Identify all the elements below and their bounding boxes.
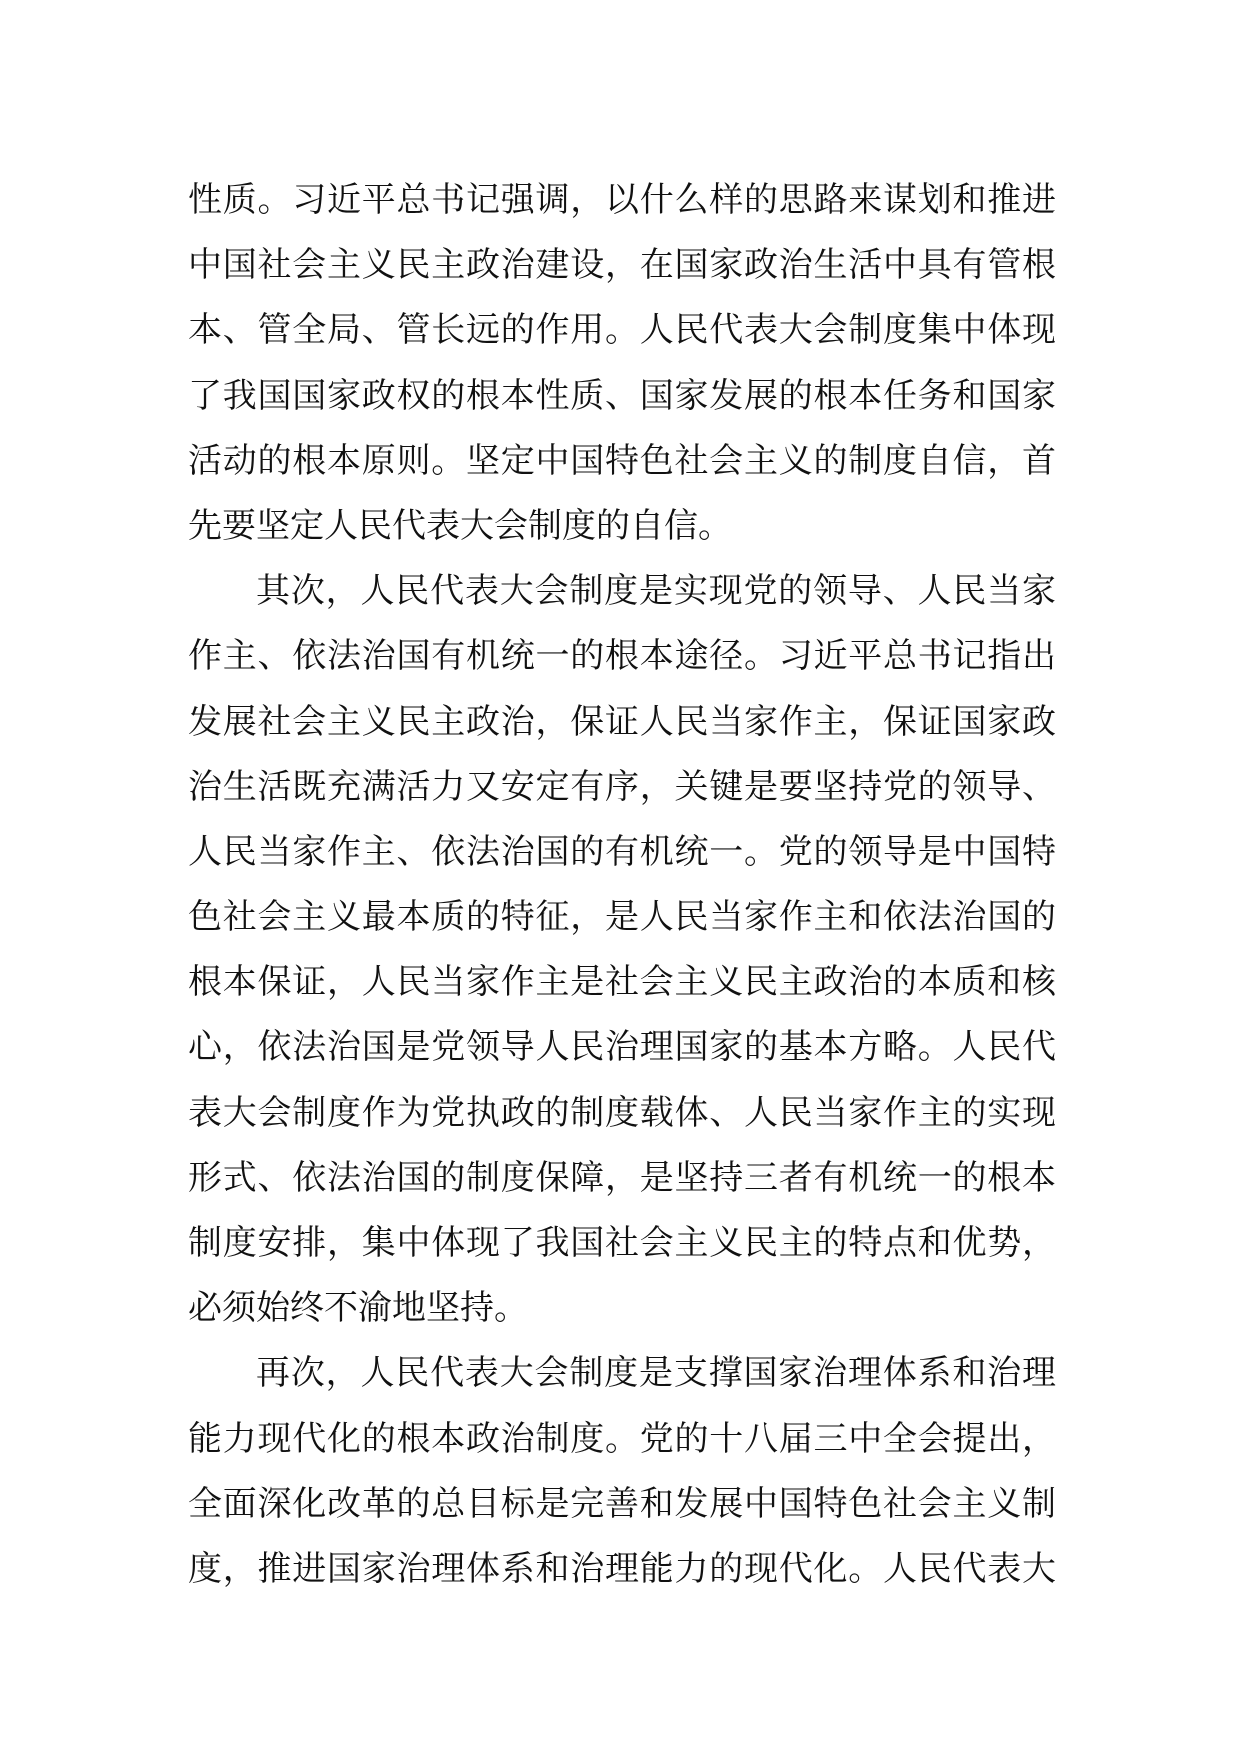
text-line: 能力现代化的根本政治制度。党的十八届三中全会提出， [188,1418,1056,1459]
text-line: 治生活既充满活力又安定有序，关键是要坚持党的领导、 [188,766,1056,807]
text-line: 制度安排，集中体现了我国社会主义民主的特点和优势， [188,1223,1056,1263]
text-line: 人民当家作主、依法治国的有机统一。党的领导是中国特 [188,831,1056,872]
paragraph-2 [188,559,1056,1341]
paragraph-3 [188,1341,1056,1602]
paragraph-1 [188,168,1056,559]
text-line: 先要坚定人民代表大会制度的自信。 [188,505,732,546]
text-line: 中国社会主义民主政治建设，在国家政治生活中具有管根 [188,245,1056,286]
text-line: 活动的根本原则。坚定中国特色社会主义的制度自信，首 [188,440,1056,481]
text-line: 其次，人民代表大会制度是实现党的领导、人民当家 [256,571,1056,612]
text-line: 心，依法治国是党领导人民治理国家的基本方略。人民代 [188,1027,1056,1068]
text-line: 形式、依法治国的制度保障，是坚持三者有机统一的根本 [188,1157,1056,1198]
text-line: 表大会制度作为党执政的制度载体、人民当家作主的实现 [188,1092,1056,1133]
text-line: 性质。习近平总书记强调，以什么样的思路来谋划和推进 [188,180,1056,220]
text-line: 发展社会主义民主政治，保证人民当家作主，保证国家政 [188,701,1056,742]
text-line: 了我国国家政权的根本性质、国家发展的根本任务和国家 [188,375,1056,416]
text-line: 作主、依法治国有机统一的根本途径。习近平总书记指出 [188,636,1056,677]
text-line: 再次，人民代表大会制度是支撑国家治理体系和治理 [256,1353,1056,1394]
text-line: 全面深化改革的总目标是完善和发展中国特色社会主义制 [188,1483,1056,1524]
text-line: 度，推进国家治理体系和治理能力的现代化。人民代表大 [188,1548,1056,1589]
document-body [188,168,1056,1602]
text-line: 根本保证，人民当家作主是社会主义民主政治的本质和核 [188,962,1056,1003]
text-line: 色社会主义最本质的特征，是人民当家作主和依法治国的 [188,897,1056,938]
text-line: 必须始终不渝地坚持。 [188,1288,528,1329]
text-line: 本、管全局、管长远的作用。人民代表大会制度集中体现 [188,310,1056,351]
